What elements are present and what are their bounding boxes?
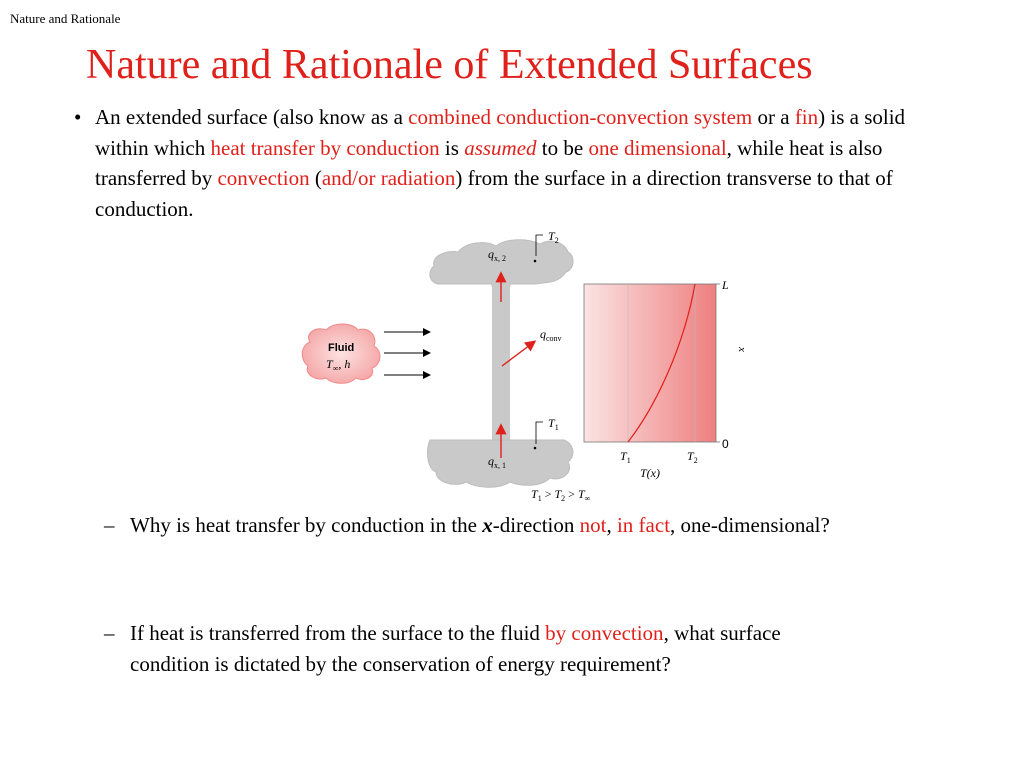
fluid-temp: T — [326, 357, 333, 371]
question-2 — [104, 618, 864, 679]
graph-Tx-label: T(x) — [640, 466, 660, 480]
text-run: , — [606, 513, 617, 537]
qx1-sub: x, 1 — [494, 461, 506, 470]
page-title: Nature and Rationale of Extended Surfaces — [86, 42, 813, 88]
question-2-text — [130, 618, 864, 679]
qx2-q: q — [488, 247, 494, 261]
text-run: , while heat is also transferred by — [95, 135, 883, 190]
text-run: ) from the surface in a direction transverse to that of conduction. — [95, 166, 893, 221]
highlight-not: not — [579, 513, 607, 537]
highlight-convection: convection — [217, 166, 310, 190]
graph-T1-sub: 1 — [626, 456, 631, 465]
bullet-marker: • — [74, 105, 82, 129]
x-variable: x — [482, 513, 493, 537]
qconv-sub: conv — [546, 334, 562, 343]
t2-point — [534, 260, 537, 263]
text-run: to be — [536, 135, 589, 160]
text-run: Why is heat transfer by conduction in the — [130, 513, 483, 537]
highlight-by-convection: by convection — [545, 621, 664, 645]
text-run: ) is a solid within which — [95, 105, 906, 160]
fin-diagram — [296, 226, 776, 508]
highlight-assumed: assumed — [464, 135, 537, 160]
text-run: is — [439, 135, 465, 160]
qx1-q: q — [488, 454, 494, 468]
highlight-in-fact: in fact — [616, 513, 671, 537]
t1-label — [548, 416, 559, 432]
graph-L-label: L — [722, 278, 729, 292]
text-run: An extended surface (also know as a — [95, 105, 409, 129]
rel-T2-sub: 2 — [561, 494, 566, 503]
text-run: ( — [309, 166, 322, 190]
bullet-text — [95, 102, 934, 224]
rel-Tinf-sub: ∞ — [584, 494, 591, 503]
qconv-q: q — [540, 327, 546, 341]
highlight-fin: fin — [794, 105, 819, 129]
graph-T1-label — [620, 449, 631, 465]
fluid-label: Fluid — [328, 342, 355, 354]
graph-T1-t: T — [620, 449, 627, 463]
text-run: or a — [752, 105, 795, 129]
text-run: , one-dimensional? — [670, 513, 830, 537]
qconv-label — [540, 327, 562, 343]
temperature-plot-area — [584, 284, 716, 442]
dash-marker: – — [104, 513, 115, 537]
t1-sub: 1 — [554, 423, 559, 432]
fluid-properties — [326, 357, 350, 373]
fin-diagram-svg — [296, 226, 776, 508]
rel-T1-sub: 1 — [537, 494, 542, 503]
t1-t: T — [548, 416, 555, 430]
graph-T2-sub: 2 — [693, 456, 698, 465]
question-1-text — [130, 510, 864, 541]
main-bullet — [74, 102, 934, 224]
highlight-heat-conduction: heat transfer by conduction — [210, 135, 440, 160]
graph-zero-label: 0 — [722, 437, 729, 451]
fluid-coef: h — [344, 357, 351, 371]
highlight-one-dimensional: one dimensional — [588, 135, 727, 160]
t2-sub: 2 — [554, 236, 559, 245]
text-run: , what surface condition is dictated by the conservation of energy requirement? — [130, 621, 781, 676]
fluid-sep: , — [338, 357, 345, 371]
text-run: If heat is transferred from the surface to the fluid — [130, 621, 546, 645]
header-tag: Nature and Rationale — [10, 11, 121, 26]
temperature-relation: $T_1 > T_2 > T_\infty$ — [531, 487, 591, 503]
text-run: -direction — [492, 513, 580, 537]
graph-x-axis-label: x — [736, 347, 748, 352]
dash-marker: – — [104, 621, 115, 645]
t2-label — [548, 229, 559, 245]
t2-t: T — [548, 229, 555, 243]
question-1 — [104, 510, 864, 541]
t1-point — [534, 447, 537, 450]
graph-T2-t: T — [687, 449, 694, 463]
fluid-temp-sub: ∞ — [332, 364, 339, 373]
highlight-combined-system: combined conduction-convection system — [408, 105, 753, 129]
highlight-radiation: and/or radiation — [321, 166, 456, 190]
qx2-sub: x, 2 — [494, 254, 506, 263]
graph-T2-label — [687, 449, 698, 465]
